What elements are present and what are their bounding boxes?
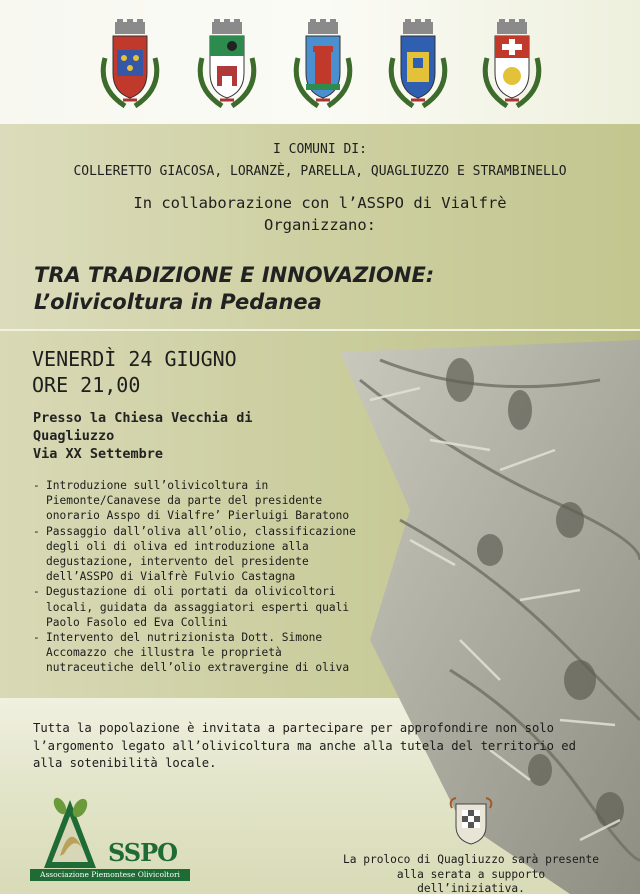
asspo-logo-subtitle: Associazione Piemontese Olivicoltori: [30, 869, 190, 881]
comuni-list: COLLERETTO GIACOSA, LORANZÈ, PARELLA, QUAGLIUZZO E STRAMBINELLO: [73, 164, 567, 179]
proloco-line-2: alla serata a supporto dell’iniziativa.: [396, 867, 546, 894]
invitation-text: Tutta la popolazione è invitata a partecipare per approfondire non solo l’argomento legato all’olivicoltura ma anche alla tutela del territorio ed alla sotenibilità locale.: [33, 721, 576, 770]
event-datetime: [32, 346, 237, 398]
loranze-crest-icon: [192, 18, 262, 110]
crest-band: [0, 0, 640, 124]
collaboration-text: In collaborazione con l’ASSPO di Vialfrè: [133, 194, 507, 212]
event-venue: [33, 409, 252, 463]
event-date: VENERDÌ 24 GIUGNO: [32, 347, 237, 371]
event-title: [34, 262, 434, 316]
program-item: - Introduzione sull’olivicoltura in Piemonte/Canavese da parte del presidente onorario Asspo di Vialfre’ Pierluigi Baratono: [33, 478, 373, 524]
band-divider: [0, 329, 640, 331]
colleretto-crest-icon: [95, 18, 165, 110]
program-item: - Passaggio dall’oliva all’olio, classificazione degli oli di oliva ed introduzione alla degustazione, intervento del presidente dell’ASSPO di Vialfrè Fulvio Castagna: [33, 524, 373, 585]
organizing-text: Organizzano:: [264, 216, 376, 234]
proloco-logo-icon: [446, 796, 496, 846]
proloco-line-1: La proloco di Quagliuzzo sarà presente: [343, 853, 599, 866]
proloco-note: [340, 853, 602, 894]
venue-line-1: Presso la Chiesa Vecchia di: [33, 410, 253, 426]
quagliuzzo-crest-icon: [383, 18, 453, 110]
comuni-label: I COMUNI DI:: [273, 142, 367, 157]
event-time: ORE 21,00: [32, 373, 141, 397]
title-line-1: TRA TRADIZIONE E INNOVAZIONE:: [34, 263, 435, 287]
parella-crest-icon: [288, 18, 358, 110]
strambinello-crest-icon: [477, 18, 547, 110]
asspo-logo-text: SSPO: [108, 838, 178, 867]
program-list: [33, 478, 373, 676]
venue-line-2: Quagliuzzo: [33, 428, 115, 444]
title-line-2: L’olivicoltura in Pedanea: [34, 290, 322, 314]
program-item: - Degustazione di oli portati da olivicoltori locali, guidata da assaggiatori esperti quali Paolo Fasolo ed Eva Collini: [33, 584, 373, 630]
program-item: - Intervento del nutrizionista Dott. Simone Accomazzo che illustra le proprietà nutraceutiche dell’olio extravergine di oliva: [33, 630, 373, 676]
venue-line-3: Via XX Settembre: [33, 446, 164, 462]
